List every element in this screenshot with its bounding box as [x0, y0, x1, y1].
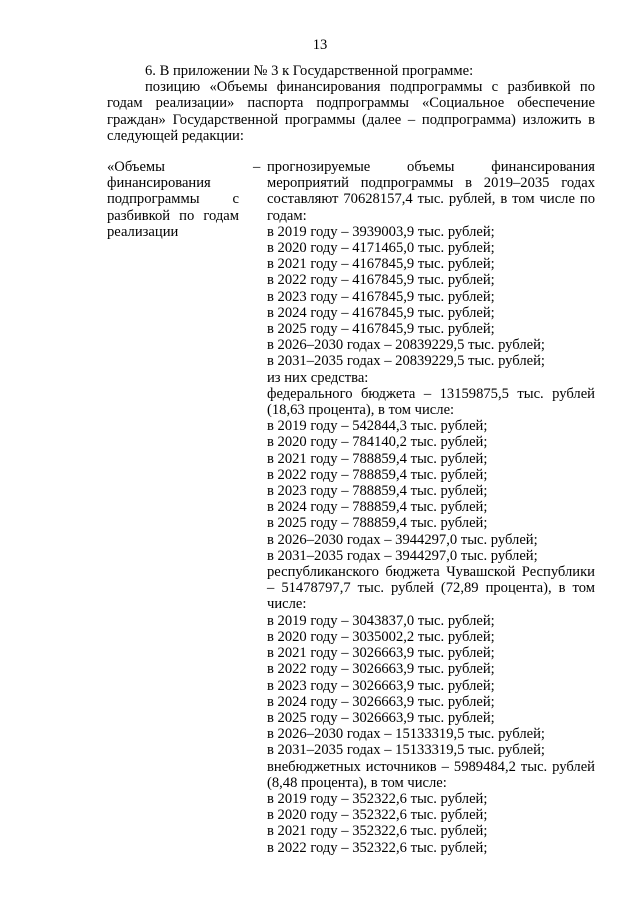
- year-amount-line: в 2024 году – 788859,4 тыс. рублей;: [267, 499, 488, 516]
- amendment-heading: 6. В приложении № 3 к Государственной программе:: [145, 63, 474, 79]
- year-amount-line: в 2031–2035 годах – 20839229,5 тыс. рублей;: [267, 353, 545, 370]
- year-amount-line: в 2025 году – 788859,4 тыс. рублей;: [267, 515, 488, 532]
- year-amount-line: в 2026–2030 годах – 3944297,0 тыс. рублей;: [267, 531, 538, 548]
- extrabudget-years-list: [267, 791, 595, 856]
- year-amount-line: в 2019 году – 3043837,0 тыс. рублей;: [267, 612, 495, 629]
- year-amount-line: в 2021 году – 352322,6 тыс. рублей;: [267, 823, 488, 840]
- federal-budget-text: федерального бюджета – 13159875,5 тыс. рублей (18,63 процента), в том числе:: [267, 385, 595, 419]
- year-amount-line: в 2020 году – 784140,2 тыс. рублей;: [267, 434, 488, 451]
- year-amount-line: в 2020 году – 3035002,2 тыс. рублей;: [267, 628, 495, 645]
- total-funding-text: прогнозируемые объемы финансирования мероприятий подпрограммы в 2019–2035 годах составляют 70628157,4 тыс. рублей, в том числе по годам:: [267, 159, 595, 224]
- year-amount-line: в 2021 году – 788859,4 тыс. рублей;: [267, 450, 488, 467]
- year-amount-line: в 2022 году – 3026663,9 тыс. рублей;: [267, 661, 495, 678]
- year-amount-line: в 2022 году – 788859,4 тыс. рублей;: [267, 466, 488, 483]
- extrabudget-text: внебюджетных источников – 5989484,2 тыс. рублей (8,48 процента), в том числе:: [267, 758, 595, 791]
- year-amount-line: в 2019 году – 542844,3 тыс. рублей;: [267, 418, 488, 435]
- year-amount-line: в 2021 году – 3026663,9 тыс. рублей;: [267, 645, 495, 662]
- funding-details: [267, 159, 595, 856]
- federal-years-list: [267, 418, 595, 564]
- year-amount-line: в 2020 году – 4171465,0 тыс. рублей;: [267, 240, 495, 257]
- year-amount-line: в 2021 году – 4167845,9 тыс. рублей;: [267, 256, 495, 273]
- year-amount-line: в 2022 году – 4167845,9 тыс. рублей;: [267, 272, 495, 289]
- year-amount-line: в 2024 году – 4167845,9 тыс. рублей;: [267, 304, 495, 321]
- total-years-list: [267, 224, 595, 370]
- year-amount-line: в 2026–2030 годах – 20839229,5 тыс. рублей;: [267, 337, 545, 354]
- year-amount-line: в 2031–2035 годах – 3944297,0 тыс. рублей;: [267, 547, 538, 564]
- intro-section: [107, 63, 595, 144]
- year-amount-line: в 2024 году – 3026663,9 тыс. рублей;: [267, 693, 495, 710]
- year-amount-line: в 2023 году – 788859,4 тыс. рублей;: [267, 483, 488, 500]
- year-amount-line: в 2026–2030 годах – 15133319,5 тыс. рублей;: [267, 726, 545, 743]
- republic-years-list: [267, 613, 595, 759]
- amendment-paragraph: позицию «Объемы финансирования подпрограммы с разбивкой по годам реализации» паспорта подпрограммы «Социальное обеспечение граждан» Государственной программы (далее – подпрограмма) изложить в следующей редакции:: [107, 79, 595, 144]
- year-amount-line: в 2023 году – 4167845,9 тыс. рублей;: [267, 288, 495, 305]
- year-amount-line: в 2019 году – 352322,6 тыс. рублей;: [267, 790, 488, 807]
- dash-separator: –: [253, 159, 261, 175]
- year-amount-line: в 2031–2035 годах – 15133319,5 тыс. рублей;: [267, 742, 545, 759]
- year-amount-line: в 2019 году – 3939003,9 тыс. рублей;: [267, 223, 495, 240]
- year-amount-line: в 2025 году – 3026663,9 тыс. рублей;: [267, 709, 495, 726]
- funding-label: «Объемы финансирования подпрограммы с разбивкой по годам реализации: [107, 159, 239, 240]
- sources-label: из них средства:: [267, 369, 369, 386]
- republic-budget-text: республиканского бюджета Чувашской Республики – 51478797,7 тыс. рублей (72,89 процента), в том числе:: [267, 564, 595, 613]
- year-amount-line: в 2023 году – 3026663,9 тыс. рублей;: [267, 677, 495, 694]
- year-amount-line: в 2020 году – 352322,6 тыс. рублей;: [267, 807, 488, 824]
- year-amount-line: в 2025 году – 4167845,9 тыс. рублей;: [267, 321, 495, 338]
- page-number: 13: [312, 37, 328, 53]
- year-amount-line: в 2022 году – 352322,6 тыс. рублей;: [267, 839, 488, 856]
